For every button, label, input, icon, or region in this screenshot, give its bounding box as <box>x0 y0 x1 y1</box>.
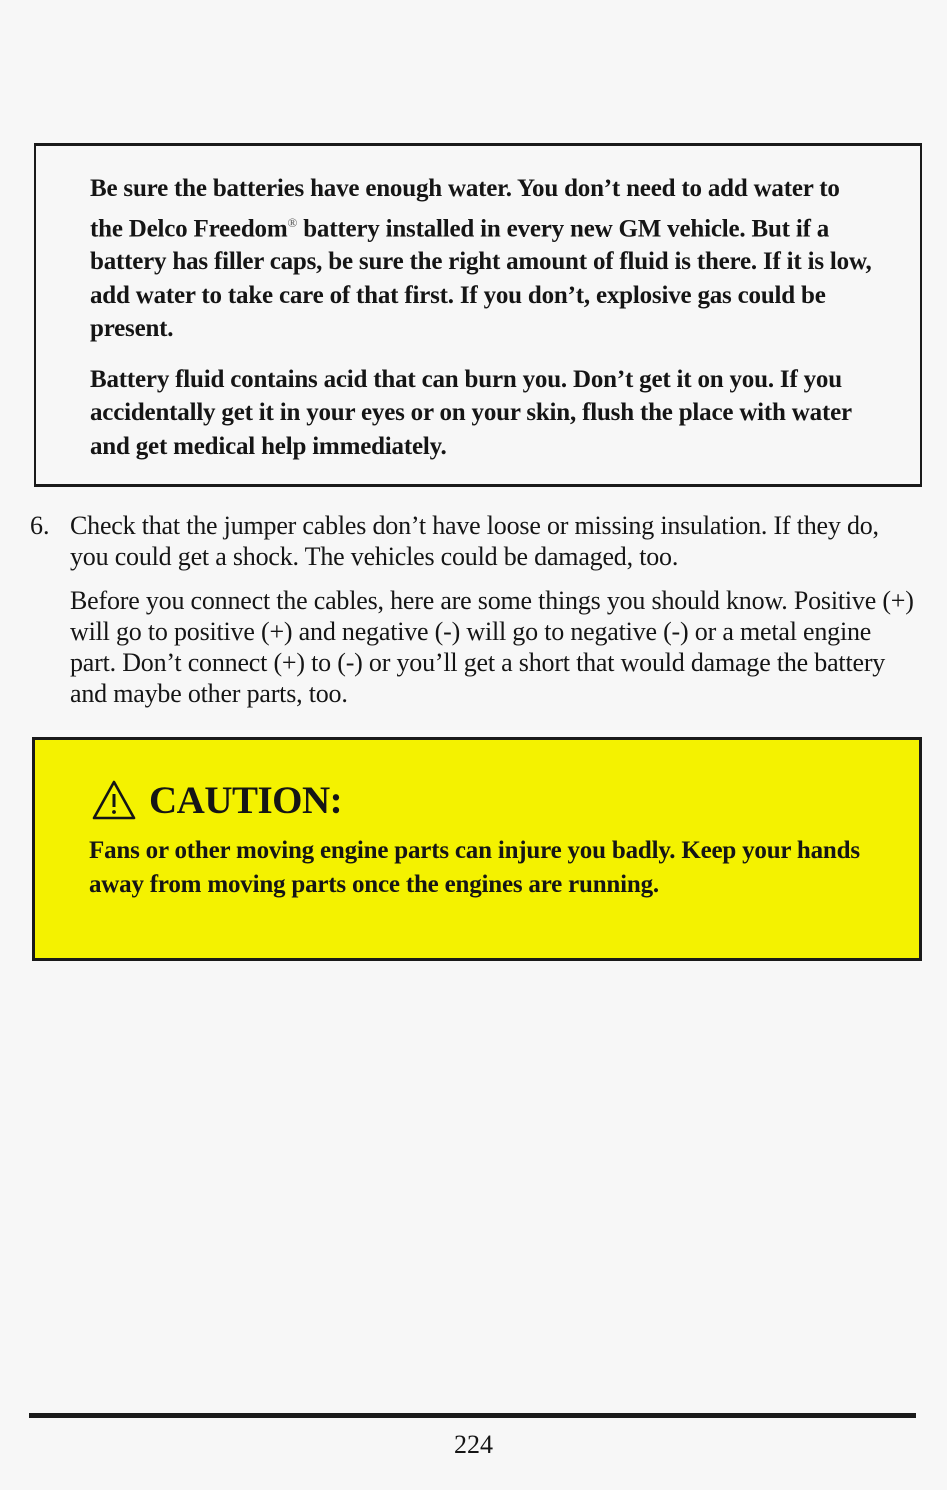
step-number: 6. <box>30 511 50 540</box>
step-body <box>70 510 915 709</box>
caution-text: Fans or other moving engine parts can injure you badly. Keep your hands away from moving parts once the engines are running. <box>89 837 860 898</box>
notice-paragraph-1-start: Be sure the batteries have enough water. You don’t need to add water to the Delco Freedom <box>90 175 840 242</box>
battery-notice-box <box>34 143 922 487</box>
caution-header <box>89 776 879 824</box>
notice-paragraph-2: Battery fluid contains acid that can burn you. Don’t get it on you. If you accidentally get it in your eyes or on your skin, flush the place with water and get medical help immediately. <box>90 365 852 460</box>
caution-title: CAUTION: <box>149 778 343 822</box>
registered-trademark-mark: ® <box>287 214 298 230</box>
step-6 <box>30 510 915 709</box>
footer-rule <box>29 1413 916 1418</box>
step-paragraph-1: Check that the jumper cables don’t have loose or missing insulation. If they do, you could get a shock. The vehicles could be damaged, too. <box>70 511 879 571</box>
caution-box <box>32 737 922 961</box>
notice-paragraph-1 <box>90 172 876 346</box>
notice-paragraph-1-end: battery installed in every new GM vehicle. But if a battery has filler caps, be sure the right amount of fluid is there. If it is low, add water to take care of that first. If you don’t, explosive gas could be present. <box>90 214 872 343</box>
page-number: 224 <box>454 1430 493 1459</box>
warning-triangle-icon <box>91 779 137 821</box>
step-paragraph-2: Before you connect the cables, here are some things you should know. Positive (+) will go to positive (+) and negative (-) will go to negative (-) or a metal engine part. Don’t connect (+) to (-) or you’ll get a short that would damage the battery and maybe other parts, too. <box>70 586 914 708</box>
